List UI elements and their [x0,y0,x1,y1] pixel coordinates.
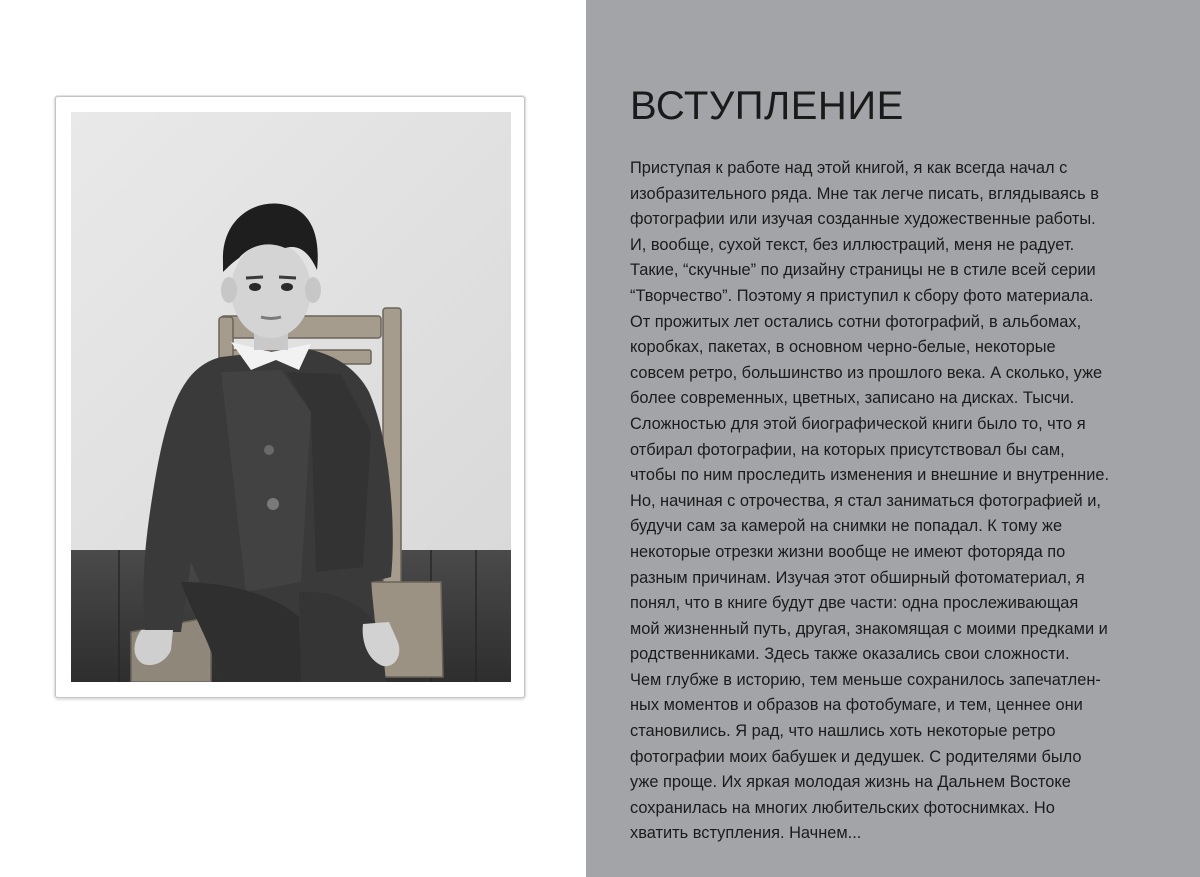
text-line: некоторые отрезки жизни вообще не имеют фоторяда по [630,542,1066,561]
text-line: коробках, пакетах, в основном черно-белые, некоторые [630,338,1056,357]
intro-text [630,156,1190,847]
text-line: От прожитых лет остались сотни фотографий, в альбомах, [630,312,1082,331]
text-line: “Творчество”. Поэтому я приступил к сбору фото материала. [630,286,1094,305]
text-line: чтобы по ним проследить изменения и внешние и внутренние. [630,466,1110,485]
text-line: более современных, цветных, записано на дисках. Тысчи. [630,389,1075,408]
text-line: Приступая к работе над этой книгой, я как всегда начал с [630,159,1068,177]
text-line: И, вообще, сухой текст, без иллюстраций, меня не радует. [630,235,1075,254]
text-line: родственниками. Здесь также оказались свои сложности. [630,645,1070,664]
text-line: становились. Я рад, что нашлись хоть некоторые ретро [630,722,1056,741]
page-title: ВСТУПЛЕНИЕ [630,84,904,128]
text-line: уже проще. Их яркая молодая жизнь на Дальнем Востоке [630,773,1071,792]
text-line: фотографии моих бабушек и дедушек. С родителями было [630,747,1082,766]
text-line: фотографии или изучая созданные художественные работы. [630,210,1096,229]
text-line: совсем ретро, большинство из прошлого века. А сколько, уже [630,363,1103,382]
text-line: Такие, “скучные” по дизайну страницы не в стиле всей серии [630,261,1096,280]
text-line: отбирал фотографии, на которых присутствовал бы сам, [630,440,1065,459]
text-line: мой жизненный путь, другая, знакомящая с моими предками и [630,619,1108,638]
text-line: изобразительного ряда. Мне так легче писать, вглядываясь в [630,184,1099,203]
text-line: ных моментов и образов на фотобумаге, и тем, ценнее они [630,696,1083,715]
text-line: хватить вступления. Начнем... [630,824,862,843]
text-line: Чем глубже в историю, тем меньше сохранилось запечатлен- [630,670,1101,689]
photo-frame [55,96,525,698]
text-line: разным причинам. Изучая этот обширный фотоматериал, я [630,568,1085,587]
text-line: понял, что в книге будут две части: одна прослеживающая [630,594,1079,613]
vintage-portrait-photo [71,112,511,682]
text-line: Но, начиная с отрочества, я стал заниматься фотографией и, [630,491,1101,510]
text-line: сохранилась на многих любительских фотоснимках. Но [630,798,1055,817]
text-line: будучи сам за камерой на снимки не попадал. К тому же [630,517,1063,536]
text-line: Сложностью для этой биографической книги было то, что я [630,414,1086,433]
left-page [0,0,586,877]
right-page [586,0,1200,877]
